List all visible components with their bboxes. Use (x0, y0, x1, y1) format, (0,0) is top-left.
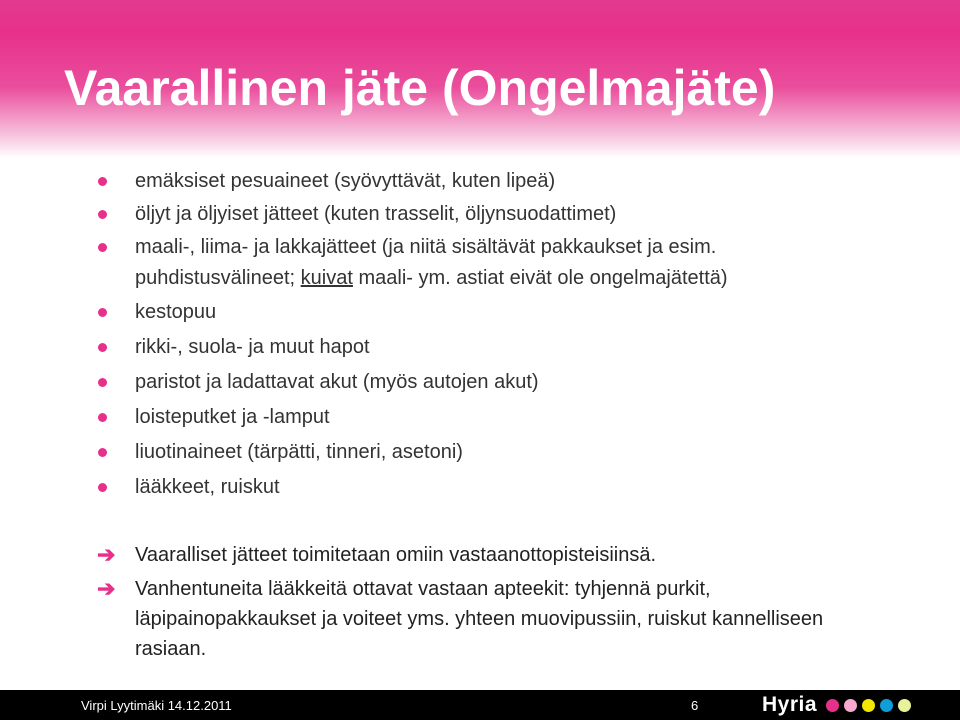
bullet-text: paristot ja ladattavat akut (myös autojen akut) (135, 371, 539, 393)
bullet-text-segment: puhdistusvälineet; (135, 267, 301, 289)
bullet-text: liuotinaineet (tärpätti, tinneri, asetoni) (135, 441, 463, 463)
logo-dot-icon (862, 699, 875, 712)
logo-dot-icon (844, 699, 857, 712)
logo-dot-icon (880, 699, 893, 712)
slide-title: Vaarallinen jäte (Ongelmajäte) (64, 60, 776, 116)
bullet-text-line1: maali-, liima- ja lakkajätteet (ja niitä sisältävät pakkaukset ja esim. (135, 236, 717, 258)
bullet-item (135, 472, 935, 503)
bullet-item (135, 332, 935, 363)
bullet-item (135, 297, 935, 328)
bullet-item (135, 199, 935, 230)
bullet-dot-icon (98, 448, 107, 457)
bullet-text-line2 (135, 263, 935, 294)
right-arrow-icon: ➔ (97, 542, 116, 567)
bullet-item (135, 232, 935, 294)
logo-dot-icon (898, 699, 911, 712)
underlined-word: kuivat (300, 267, 353, 289)
bullet-dot-icon (98, 243, 107, 252)
hyria-logo (762, 692, 916, 718)
bullet-text: emäksiset pesuaineet (syövyttävät, kuten lipeä) (135, 170, 556, 192)
logo-dot-icon (826, 699, 839, 712)
footer-bar (0, 690, 960, 720)
right-arrow-icon: ➔ (97, 576, 116, 601)
bullet-dot-icon (98, 308, 107, 317)
footer-author-date: Virpi Lyytimäki 14.12.2011 (81, 698, 232, 713)
bullet-text: loisteputket ja -lamput (135, 406, 330, 428)
page-number: 6 (691, 698, 699, 713)
bullet-text: lääkkeet, ruiskut (135, 476, 280, 498)
bullet-item (135, 166, 935, 197)
bullet-dot-icon (98, 413, 107, 422)
bullet-text-segment: maali- ym. astiat eivät ole ongelmajätettä) (352, 267, 728, 289)
arrow-item (97, 574, 835, 664)
bullet-dot-icon (98, 378, 107, 387)
arrow-text: Vanhentuneita lääkkeitä ottavat vastaan apteekit: tyhjennä purkit, läpipainopakkaukset ja voiteet yms. yhteen muovipussiin, ruiskut kannelliseen rasiaan. (135, 578, 824, 660)
bullet-text: kestopuu (135, 301, 217, 323)
bullet-text: rikki-, suola- ja muut hapot (135, 336, 370, 358)
bullet-item (135, 367, 935, 398)
bullet-dot-icon (98, 343, 107, 352)
arrow-text: Vaaralliset jätteet toimitetaan omiin vastaanottopisteisiinsä. (135, 544, 657, 566)
arrow-item (97, 540, 935, 570)
bullet-item (135, 402, 935, 433)
logo-text: Hyria (762, 693, 818, 716)
bullet-item (135, 437, 935, 468)
bullet-dot-icon (98, 210, 107, 219)
bullet-dot-icon (98, 177, 107, 186)
bullet-text: öljyt ja öljyiset jätteet (kuten trasselit, öljynsuodattimet) (135, 203, 617, 225)
bullet-dot-icon (98, 483, 107, 492)
